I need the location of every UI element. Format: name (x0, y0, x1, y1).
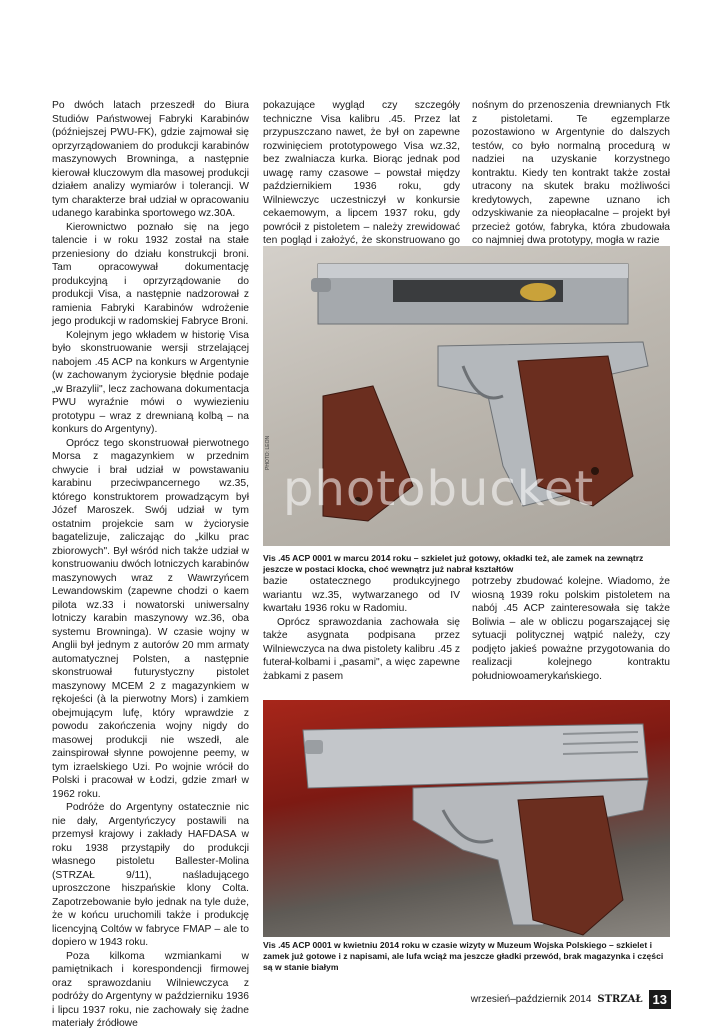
issue-date: wrzesień–październik 2014 (470, 994, 592, 1005)
article-column-2-top (263, 99, 460, 246)
photo-caption-1: Vis .45 ACP 0001 w marcu 2014 roku – szkielet już gotowy, okładki też, ale zamek na zewnątrz jeszcze w postaci klocka, choć wewnątrz już nabrał kształtów (263, 553, 644, 574)
photo-caption-2: Vis .45 ACP 0001 w kwietniu 2014 roku w czasie wizyty w Muzeum Wojska Polskiego – szkielet i zamek już gotowe i z napisami, ale lufa wciąż ma jeszcze gładki przewód, brak magazynka i części są w stanie białym (263, 940, 664, 972)
paragraph: potrzeby zbudować kolejne. Wiadomo, że wiosną 1939 roku polskim pistoletem na nabój .45 ACP zainteresowała się także Boliwia – ale w obliczu pogarszającej się sytuacji politycznej wątpić należy, czy podjęto jakieś poważne przygotowania do realizacji kolejnego kontraktu południowoamerykańskiego. (472, 576, 670, 682)
article-column-2-bottom (263, 575, 460, 693)
pistol-assembled-photo-icon (263, 700, 670, 937)
paragraph: Oprócz sprawozdania zachowała się także asygnata podpisana przez Wilniewczyca na dwa pistolety kalibru .45 z futerał-kolbami i „pasami", a więc zapewne żabkami z pasem (263, 616, 460, 682)
paragraph: Oprócz tego skonstruował pierwotnego Morsa z magazynkiem w przednim chwycie i brał udział w powstawaniu karabinu przeciwpancernego wz.35, którego konstruktorem prowadzącym był Józef Maroszek. Swój udział w tym ostatnim projekcie sam w życiorysie bagatelizuje, zaliczając do „kilku prac zbiorowych". Był wśród nich także udział w konstruowaniu dwóch lotniczych karabinów maszynowych wraz z Wawrzyńcem Lewandowskim (zapewne chodzi o kaem pilota wz.33 i nowatorski uniwersalny lotniczy karabin maszynowy wz.36, oba systemu Browninga). W czasie wojny w Anglii był jednym z autorów 20 mm armaty automatycznej Polsten, a następnie skonstruował futurystyczny pistolet maszynowy MCEM 2 z magazynkiem w rękojeści (à la pierwotny Mors) i zamkiem obejmującym lufę, który wprawdzie z powodu zakończenia wojny nigdy do masowej produkcji nie wszedł, ale zainspirował słynne powojenne peemy, w tym izraelskiego Uzi. Po wojnie wrócił do Polski i pracował w Łodzi, gdzie zmarł w 1962 roku. (52, 437, 249, 800)
paragraph: nośnym do przenoszenia drewnianych Ftk z pistoletami. Te egzemplarze pozostawiono w Argentynie do dalszych testów, co było normalną procedurą w nadziei na uzyskanie korzystnego kontraktu. Kiedy ten kontrakt także został utracony na skutek braku możliwości kredytowych, zapewne uznano ich odzyskiwanie za nieopłacalne – projekt był przecież gotów, fabryka, która zbudowała co najmniej dwa prototypy, mogła w razie (472, 100, 670, 246)
paragraph: Poza kilkoma wzmiankami w pamiętnikach i korespondencji firmowej oraz sprawozdaniu Wilniewczyca z podróży do Argentyny w październiku 1936 i lipcu 1937 roku, nie zachowały się żadne materiały źródłowe (52, 950, 249, 1029)
paragraph: bazie ostatecznego produkcyjnego wariantu wz.35, wytwarzanego od IV kwartału 1936 roku w Radomiu. (263, 576, 460, 614)
magazine-name: STRZAŁ (597, 994, 643, 1005)
article-column-1 (52, 99, 249, 1029)
pistol-frame-photo (263, 246, 670, 546)
pistol-frame-photo-icon (263, 246, 670, 546)
paragraph: Kolejnym jego wkładem w historię Visa było skonstruowanie wersji strzelającej nabojem .45 ACP na konkurs w Argentynie (w zachowanym życiorysie błędnie podaje „w Brazylii", lecz zachowana dokumentacja PWU wyraźnie mówi o wywiezieniu prototypu – wraz z drewnianą kolbą – na konkurs do Argentyny). (52, 329, 249, 435)
paragraph: Po dwóch latach przeszedł do Biura Studiów Państwowej Fabryki Karabinów (późniejszej PWU-FK), gdzie zajmował się oprzyrządowaniem do produkcji karabinów maszynowych Browninga, a następnie kierował kluczowym dla masowej produkcji działem analizy wymiarów i tolerancji. W tym charakterze brał udział w opracowaniu udanego karabinka sportowego wz.30A. (52, 100, 249, 219)
page-number: 13 (649, 990, 671, 1009)
paragraph: pokazujące wygląd czy szczegóły techniczne Visa kalibru .45. Przez lat przypuszczano nawet, że był on zapewne rozwinięciem prototypowego Visa wz.32, bez zwalniacza kurka. Biorąc jednak pod uwagę ramy czasowe – powstał między październikiem 1936 roku, gdy Wilniewczyc uczestniczył w konkursie cekaemowym, a lipcem 1937 roku, gdy powrócił z pistoletem – należy zrewidować ten pogląd i założyć, że skonstruowano go (263, 100, 460, 246)
pistol-assembled-photo (263, 700, 670, 937)
paragraph: Kierownictwo poznało się na jego talencie i w roku 1932 został na stałe przeniesiony do działu konstrukcji broni. Tam opracowywał dokumentację produkcyjną i oprzyrządowanie do produkcji Visa, a następnie nadzorował z ramienia Fabryki Karabinów wdrożenie jego produkcji w radomskiej Fabryce Broni. (52, 221, 249, 327)
page-footer (471, 990, 671, 1009)
photo-credit: PHOTO: LEON (265, 435, 271, 470)
article-column-3-top (472, 99, 670, 246)
watermark-text: photobucket (283, 461, 595, 517)
paragraph: Podróże do Argentyny ostatecznie nic nie dały, Argentyńczycy postawili na przemysł krajowy i zakłady HAFDASA w roku 1938 przystąpiły do produkcji własnego pistoletu Ballester-Molina (STRZAŁ 9/11), naśladującego uproszczone hiszpańskie klony Colta. Zapotrzebowanie było jednak na tyle duże, że w końcu uruchomili także i produkcję licencyjną Coltów w fabryce FMAP – ale to dopiero w 1943 roku. (52, 802, 249, 948)
article-column-3-bottom (472, 575, 670, 693)
